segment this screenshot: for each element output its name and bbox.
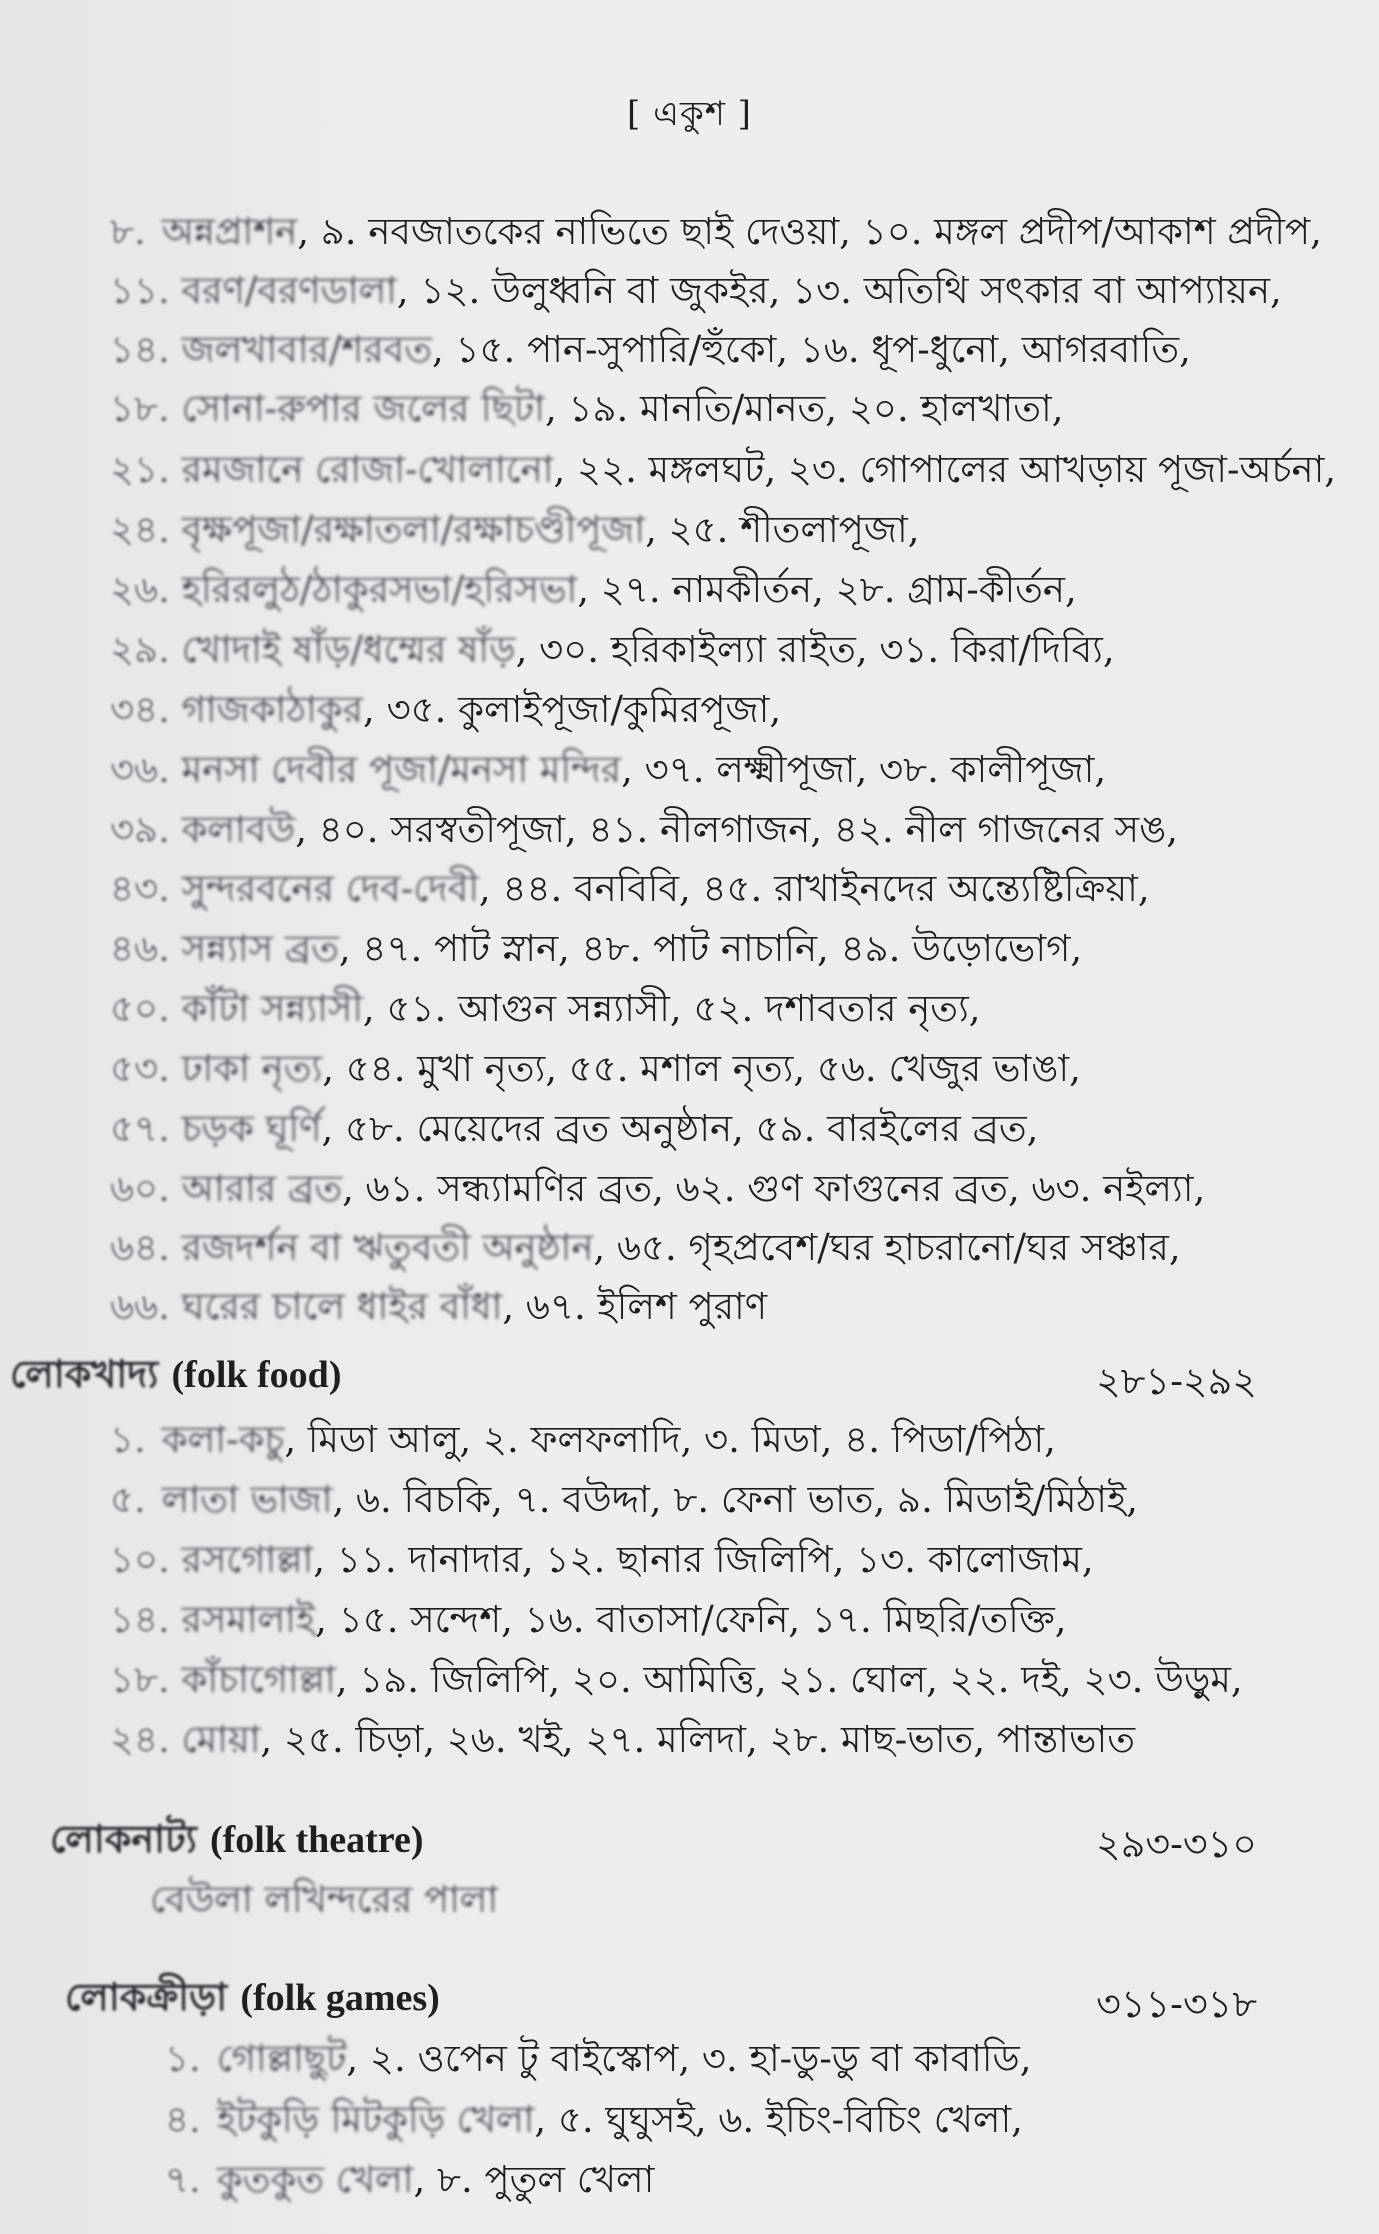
item-number: ২১.	[110, 448, 170, 491]
item-lead: আরার ব্রত	[181, 1167, 343, 1210]
item-number: ৭.	[165, 2158, 201, 2201]
item-rest: , ৩৫. কুলাইপূজা/কুমিরপূজা,	[363, 688, 782, 731]
item-lead: বেউলা লখিন্দরের পালা	[150, 1878, 499, 1921]
item-lead: অন্নপ্রাশন	[161, 210, 298, 253]
item-rest: , ৬৫. গৃহপ্রবেশ/ঘর হাচরানো/ঘর সঞ্চার,	[593, 1226, 1181, 1269]
item-lead: সন্ন্যাস ব্রত	[181, 927, 339, 970]
list-line	[110, 1102, 1340, 1156]
item-number: ৮.	[110, 210, 146, 253]
list-line	[110, 803, 1340, 857]
list-line	[110, 982, 1340, 1036]
item-lead: কাঁচাগোল্লা	[181, 1658, 336, 1701]
item-lead: হরিরলুঠ/ঠাকুরসভা/হরিসভা	[181, 568, 578, 611]
list-line	[150, 1873, 1379, 1927]
section-title-bn: লোকখাদ্য	[10, 1351, 159, 1396]
item-lead: ঘরের চালে ধাইর বাঁধা	[181, 1285, 503, 1328]
list-line	[110, 323, 1340, 377]
item-rest: , মিডা আলু, ২. ফলফলাদি, ৩. মিডা, ৪. পিডা/পিঠা,	[284, 1418, 1056, 1461]
item-number: ২৪.	[110, 508, 170, 551]
item-lead: কুতকুত খেলা	[216, 2158, 414, 2201]
item-lead: সোনা-রুপার জলের ছিটা	[181, 387, 545, 430]
section-page-range: ৩১১-৩১৮	[1096, 1982, 1257, 2026]
list-line	[110, 862, 1340, 916]
list-line	[110, 743, 1340, 797]
item-number: ৬৪.	[110, 1226, 170, 1269]
section-page-range: ২৮১-২৯২	[1096, 1359, 1257, 1403]
item-rest: , ৬. বিচকি, ৭. বউদ্দা, ৮. ফেনা ভাত, ৯. মিডাই/মিঠাই,	[332, 1478, 1139, 1521]
item-number: ১৪.	[110, 1598, 170, 1641]
list-line	[110, 503, 1340, 557]
item-rest: , ৫৪. মুখা নৃত্য, ৫৫. মশাল নৃত্য, ৫৬. খেজুর ভাঙা,	[322, 1047, 1081, 1090]
item-number: ১৪.	[110, 328, 170, 371]
item-lead: মোয়া	[181, 1718, 261, 1761]
item-number: ৩৪.	[110, 688, 170, 731]
list-line	[110, 1473, 1340, 1527]
item-rest: , ৮. পুতুল খেলা	[413, 2158, 655, 2201]
item-lead: গোল্লাছুট	[216, 2037, 347, 2080]
item-rest: , ২৫. শীতলাপূজা,	[645, 508, 920, 551]
list-line	[165, 2093, 1379, 2147]
item-number: ১০.	[110, 1538, 170, 1581]
item-rest: , ১৫. পান-সুপারি/হুঁকো, ১৬. ধূপ-ধুনো, আগরবাতি,	[432, 328, 1191, 371]
list-line	[110, 443, 1340, 497]
item-number: ৫.	[110, 1478, 146, 1521]
item-number: ১.	[165, 2037, 201, 2080]
section-title-bn: লোকক্রীড়া	[65, 1974, 228, 2019]
list-line	[110, 1221, 1340, 1275]
item-lead: গাজকাঠাকুর	[181, 688, 364, 731]
item-rest: , ৬৭. ইলিশ পুরাণ	[502, 1285, 768, 1328]
list-line	[110, 563, 1340, 617]
item-lead: কলা-কচু	[161, 1418, 285, 1461]
list-line	[110, 683, 1340, 737]
item-rest: , ৯. নবজাতকের নাভিতে ছাই দেওয়া, ১০. মঙ্গল প্রদীপ/আকাশ প্রদীপ,	[297, 210, 1322, 253]
list-line	[110, 1162, 1340, 1216]
item-number: ৫৩.	[110, 1047, 170, 1090]
list-line	[110, 1653, 1340, 1707]
item-lead: রজদর্শন বা ঋতুবতী অনুষ্ঠান	[181, 1226, 594, 1269]
list-line	[110, 922, 1340, 976]
item-rest: , ২৫. চিড়া, ২৬. খই, ২৭. মলিদা, ২৮. মাছ-ভাত, পান্তাভাত	[260, 1718, 1135, 1761]
item-lead: লাতা ভাজা	[161, 1478, 333, 1521]
list-line	[110, 1713, 1340, 1767]
item-rest: , ১৫. সন্দেশ, ১৬. বাতাসা/ফেনি, ১৭. মিছরি/তক্তি,	[315, 1598, 1067, 1641]
item-number: ২৬.	[110, 568, 170, 611]
list-line	[110, 1533, 1340, 1587]
list-line	[110, 382, 1340, 436]
item-number: ৩৬.	[110, 748, 170, 791]
section-title-en: (folk food)	[171, 1354, 342, 1396]
item-lead: চড়ক ঘূর্ণি	[181, 1107, 322, 1150]
item-number: ২৯.	[110, 628, 170, 671]
item-number: ৪৬.	[110, 927, 170, 970]
list-line	[110, 264, 1340, 318]
item-number: ১৮.	[110, 1658, 170, 1701]
item-rest: , ৪৭. পাট স্নান, ৪৮. পাট নাচানি, ৪৯. উড়োভোগ,	[338, 927, 1083, 970]
item-number: ৫৭.	[110, 1107, 170, 1150]
item-rest: , ১১. দানাদার, ১২. ছানার জিলিপি, ১৩. কালোজাম,	[313, 1538, 1094, 1581]
list-line	[110, 1042, 1340, 1096]
page-number-header: [ একুশ ]	[627, 94, 752, 134]
item-rest: , ৪৪. বনবিবি, ৪৫. রাখাইনদের অন্ত্যেষ্টিক্রিয়া,	[478, 867, 1150, 910]
section-title-bn: লোকনাট্য	[50, 1816, 197, 1861]
item-lead: বরণ/বরণডালা	[181, 269, 397, 312]
item-rest: , ৫. ঘুঘুসই, ৬. ইচিং-বিচিং খেলা,	[534, 2098, 1023, 2141]
item-lead: ঢাকা নৃত্য	[181, 1047, 323, 1090]
list-line	[110, 1413, 1340, 1467]
item-rest: , ৪০. সরস্বতীপূজা, ৪১. নীলগাজন, ৪২. নীল গাজনের সঙ,	[295, 808, 1178, 851]
item-rest: , ৩৭. লক্ষ্মীপূজা, ৩৮. কালীপূজা,	[621, 748, 1107, 791]
item-number: ১১.	[110, 269, 170, 312]
item-rest: , ১৯. জিলিপি, ২০. আমিত্তি, ২১. ঘোল, ২২. দই, ২৩. উড়ুম,	[335, 1658, 1243, 1701]
item-lead: জলখাবার/শরবত	[181, 328, 432, 371]
item-rest: , ২৭. নামকীর্তন, ২৮. গ্রাম-কীর্তন,	[577, 568, 1077, 611]
item-rest: , ২২. মঙ্গলঘট, ২৩. গোপালের আখড়ায় পূজা-অর্চনা,	[553, 448, 1337, 491]
item-rest: , ২. ওপেন টু বাইস্কোপ, ৩. হা-ডু-ডু বা কাবাডি,	[346, 2037, 1032, 2080]
item-rest: , ৩০. হরিকাইল্যা রাইত, ৩১. কিরা/দিব্যি,	[515, 628, 1115, 671]
item-number: ১.	[110, 1418, 146, 1461]
item-lead: রসমালাই	[181, 1598, 316, 1641]
item-lead: রসগোল্লা	[181, 1538, 314, 1581]
item-lead: ইটকুড়ি মিটকুড়ি খেলা	[216, 2098, 535, 2141]
list-line	[110, 205, 1340, 259]
item-number: ৪.	[165, 2098, 201, 2141]
section-title-en: (folk theatre)	[210, 1819, 424, 1861]
item-lead: কলাবউ	[181, 808, 296, 851]
list-line	[110, 1280, 1340, 1334]
list-line	[165, 2153, 1379, 2207]
section-title-en: (folk games)	[240, 1977, 440, 2019]
item-number: ৩৯.	[110, 808, 170, 851]
item-lead: বৃক্ষপূজা/রক্ষাতলা/রক্ষাচণ্ডীপূজা	[181, 508, 646, 551]
item-lead: কাঁটা সন্ন্যাসী	[181, 987, 363, 1030]
item-lead: সুন্দরবনের দেব-দেবী	[181, 867, 479, 910]
item-rest: , ৫১. আগুন সন্ন্যাসী, ৫২. দশাবতার নৃত্য,	[362, 987, 981, 1030]
item-rest: , ৬১. সন্ধ্যামণির ব্রত, ৬২. গুণ ফাগুনের ব্রত, ৬৩. নইল্যা,	[342, 1167, 1206, 1210]
item-number: ২৪.	[110, 1718, 170, 1761]
item-rest: , ৫৮. মেয়েদের ব্রত অনুষ্ঠান, ৫৯. বারইলের ব্রত,	[321, 1107, 1039, 1150]
section-page-range: ২৯৩-৩১০	[1096, 1822, 1257, 1866]
item-rest: , ১২. উলুধ্বনি বা জুকইর, ১৩. অতিথি সৎকার বা আপ্যায়ন,	[396, 269, 1282, 312]
item-number: ৫০.	[110, 987, 170, 1030]
list-line	[110, 623, 1340, 677]
item-lead: মনসা দেবীর পূজা/মনসা মন্দির	[181, 748, 622, 791]
item-lead: রমজানে রোজা-খোলানো	[181, 448, 554, 491]
item-number: ৪৩.	[110, 867, 170, 910]
list-line	[165, 2032, 1379, 2086]
item-number: ৬০.	[110, 1167, 170, 1210]
item-rest: , ১৯. মানতি/মানত, ২০. হালখাতা,	[544, 387, 1064, 430]
item-number: ১৮.	[110, 387, 170, 430]
list-line	[110, 1593, 1340, 1647]
item-lead: খোদাই ষাঁড়/ধম্মের ষাঁড়	[181, 628, 516, 671]
item-number: ৬৬.	[110, 1285, 170, 1328]
